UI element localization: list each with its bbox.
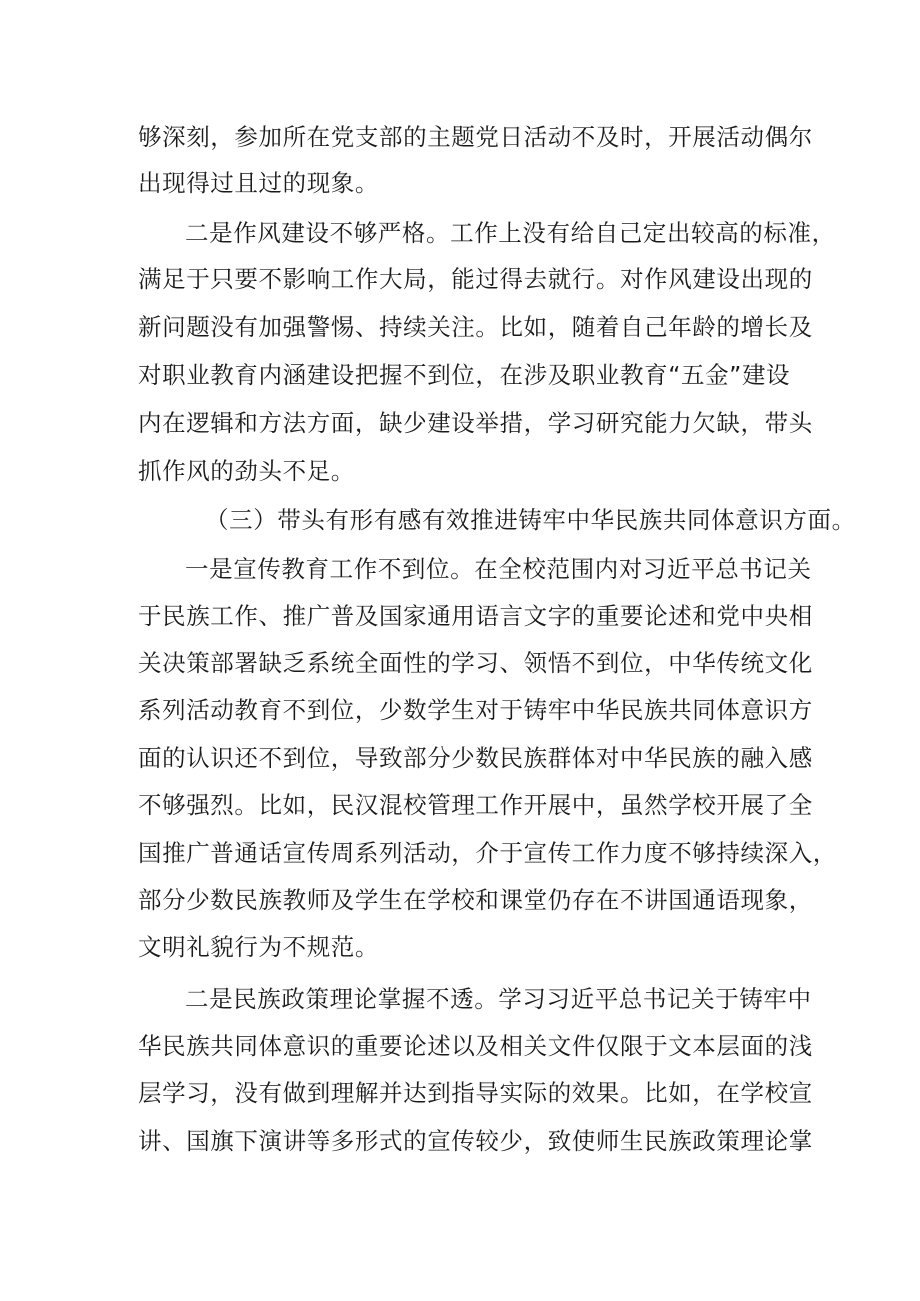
text-line: 华民族共同体意识的重要论述以及相关文件仅限于文本层面的浅 (138, 1032, 813, 1060)
text-line: 系列活动教育不到位，少数学生对于铸牢中华民族共同体意识方 (138, 696, 813, 724)
paragraph-start-line: 二是民族政策理论掌握不透。学习习近平总书记关于铸牢中 (185, 985, 812, 1013)
section-heading: （三）带头有形有感有效推进铸牢中华民族共同体意识方面。 (205, 506, 856, 534)
text-line: 文明礼貌行为不规范。 (138, 933, 379, 961)
text-line: 满足于只要不影响工作大局，能过得去就行。对作风建设出现的 (138, 265, 813, 293)
text-line: 国推广普通话宣传周系列活动，介于宣传工作力度不够持续深入， (138, 839, 837, 867)
text-line: 新问题没有加强警惕、持续关注。比如，随着自己年龄的增长及 (138, 313, 813, 341)
text-line: 面的认识还不到位，导致部分少数民族群体对中华民族的融入感 (138, 744, 813, 772)
paragraph-start-line: 一是宣传教育工作不到位。在全校范围内对习近平总书记关 (185, 555, 812, 583)
text-line: 对职业教育内涵建设把握不到位，在涉及职业教育“五金”建设 (138, 361, 791, 389)
text-line: 够深刻，参加所在党支部的主题党日活动不及时，开展活动偶尔 (138, 123, 813, 151)
text-line: 不够强烈。比如，民汉混校管理工作开展中，虽然学校开展了全 (138, 791, 813, 819)
text-line: 出现得过且过的现象。 (138, 169, 379, 197)
text-line: 内在逻辑和方法方面，缺少建设举措，学习研究能力欠缺，带头 (138, 409, 813, 437)
text-line: 讲、国旗下演讲等多形式的宣传较少，致使师生民族政策理论掌 (138, 1127, 813, 1155)
text-line: 于民族工作、推广普及国家通用语言文字的重要论述和党中央相 (138, 602, 813, 630)
text-line: 部分少数民族教师及学生在学校和课堂仍存在不讲国通语现象， (138, 886, 813, 914)
paragraph-start-line: 二是作风建设不够严格。工作上没有给自己定出较高的标准， (185, 219, 836, 247)
text-line: 抓作风的劲头不足。 (138, 457, 355, 485)
text-line: 层学习，没有做到理解并达到指导实际的效果。比如，在学校宣 (138, 1079, 813, 1107)
text-line: 关决策部署缺乏系统全面性的学习、领悟不到位，中华传统文化 (138, 649, 813, 677)
